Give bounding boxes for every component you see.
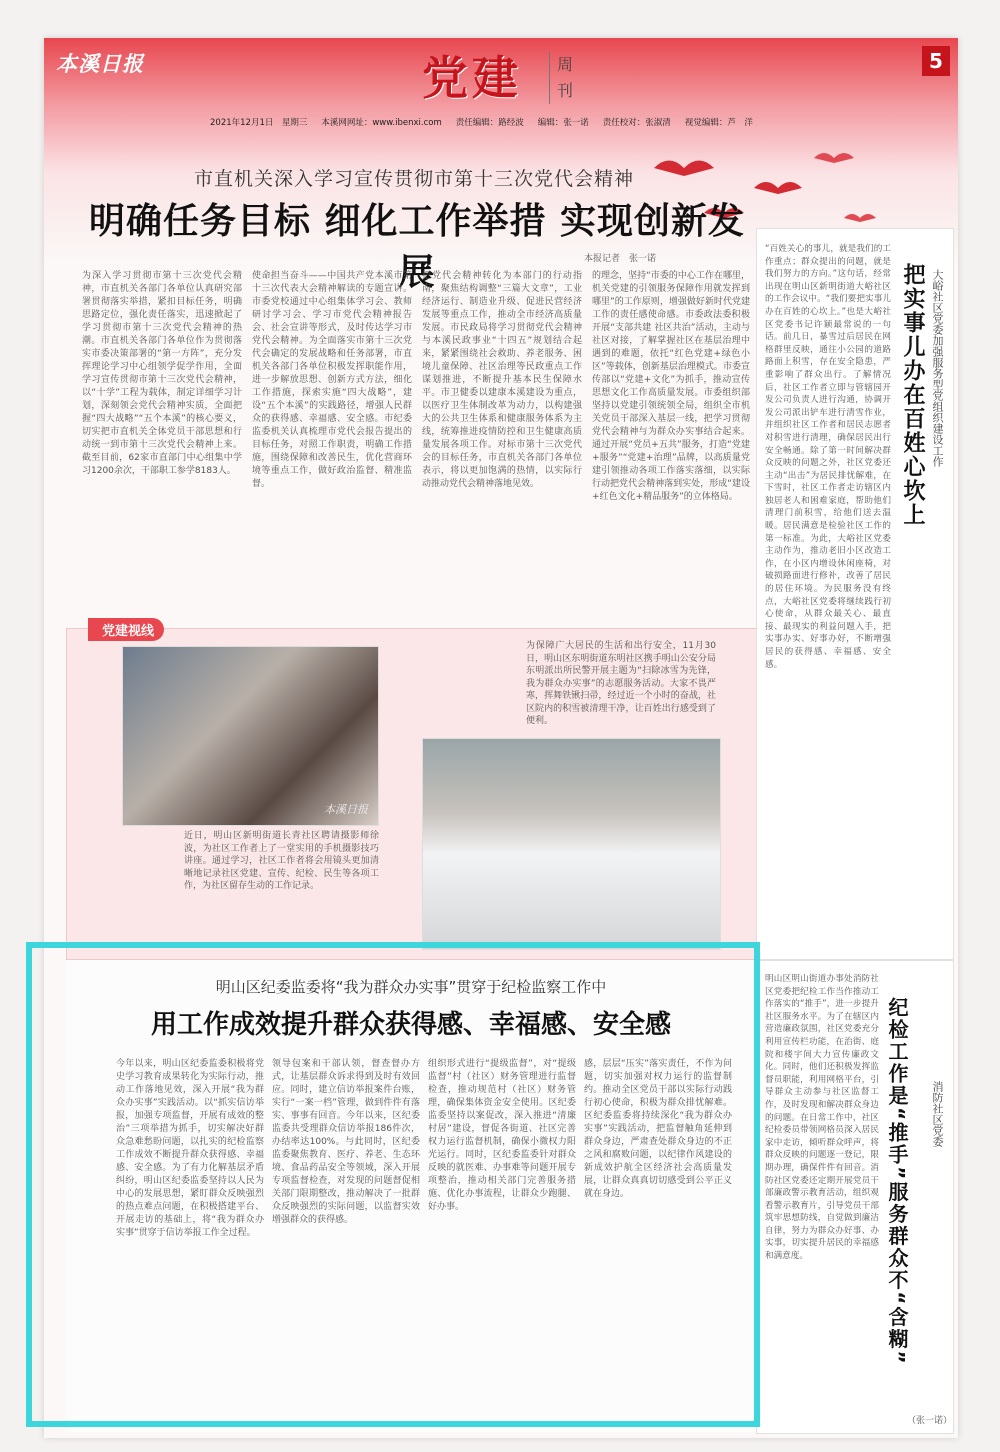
bottom-kicker: 明山区纪委监委将“我为群众办实事”贯穿于纪检监察工作中 [215,978,607,996]
bottom-column-1: 今年以来，明山区纪委监委积极将党史学习教育成果转化为实际行动，推动工作落地见效，深入开展“我为群众办实事”实践活动。以“抓实信访举报，加强专项监督，开展有成效的整治”三项举措为抓手，切实解决好群众急难愁盼问题，以扎实的纪检监察工作成效不断提升群众获得感、幸福感、安全感。为了有力化解基层矛盾纠纷，明山区纪委监委坚持以人民为中心的发展思想，紧盯群众反映强烈的热点难点问题，在积极搭建平台、开展走访的基础上，将“我为群众办实事”贯穿于信访举报工作全过程。 [116,1059,264,1238]
phone-photography-photo [122,646,379,826]
editor: 编辑：张一诺 [537,118,589,128]
website: 本溪网网址：www.ibenxi.com [321,118,442,128]
photo-feature-tag: 党建视线 [88,618,164,641]
sidebar1-headline: 把实事儿办在百姓心坎上 [900,263,925,527]
newspaper-page [44,38,958,1438]
page-number: 5 [922,46,950,76]
newspaper-brand: 本溪日报 [56,51,144,76]
lead-column-4: 的理念，坚持“市委的中心工作在哪里，机关党建的引领服务保障作用就发挥到哪里”的工作原则，增强做好新时代党建工作的责任感使命感。市委政法委积极开展“支部共建 社区共治”活动，主动与社区对接，了解掌握社区在基层治理中遇到的难题，依托“红色党建+绿色小区”等载体，创新基层治理模式。市委宣传部以“党建+文化”为抓手，推动宣传思想文化工作高质量发展。市委组织部坚持以党建引领统领全局，组织全市机关党员干部深入基层一线，把学习贯彻党代会精神与为群众办实事结合起来。通过开展“党员+五共”服务，打造“党建+服务”“党建+治理”品牌，以高质量党建引领推动各项工作落实落细，以实际行动把党代会精神落到实处，形成“建设+红色文化+精品服务”的立体格局。 [592,271,750,502]
lead-column-3: 把党代会精神转化为本部门的行动指南，聚焦结构调整“三篇大文章”，工业经济运行、制造业升级、促进民营经济发展等重点工作，推动全市经济高质量发展。市民政局将学习贯彻党代会精神与本溪民政事业“十四五”规划结合起来，紧紧围绕社会救助、养老服务、困境儿童保障、社区治理等民政重点工作谋划推进，不断提升基本民生保障水平。市卫健委以建康本溪建设为重点，以医疗卫生体制改革为动力，以构建强大的公共卫生体系和健康服务体系为主线，统筹推进疫情防控和卫生健康高质量发展各项工作。对标市第十三次党代会的目标任务，市直机关各部门各单位表示，将以更加饱满的热情，以实际行动推动党代会精神落地见效。 [422,271,582,489]
bottom-column-3: 组织形式进行“提级监督”，对“提级监督”村（社区）财务管理进行监督检查，推动规范村（社区）财务管理，确保集体资金安全使用。区纪委监委坚持以案促改，深入推进“清廉村居”建设，督促各街道、社区完善权力运行监督机制，确保小微权力阳光运行。同时，区纪委监委针对群众反映的就医难、办事难等问题开展专项整治，推动相关部门完善服务措施、优化办事流程，让群众少跑腿、好办事。 [428,1059,576,1212]
sidebar1-kicker: 大峪社区党委加强服务型党组织建设工作 [931,269,944,467]
weekly-label: 周刊 [549,52,583,104]
bottom-headline: 用工作成效提升群众获得感、幸福感、安全感 [150,1010,671,1040]
lead-headline: 明确任务目标 细化工作举措 实现创新发展 [88,201,746,293]
photo-watermark: 本溪日报 [324,803,368,816]
bottom-column-2: 领导包案和干部认领，督查督办方式，让基层群众诉求得到及时有效回应。同时，建立信访举报案件台账，实行“一案一档”管理，做到件件有落实、事事有回音。今年以来，区纪委监委共受理群众信访举报186件次，办结率达100%。与此同时，区纪委监委聚焦教育、医疗、养老、生态环境、食品药品安全等领域，深入开展专项监督检查，对发现的问题督促相关部门限期整改，推动解决了一批群众反映强烈的实际问题，以监督实效增强群众的获得感。 [272,1059,420,1225]
sidebar2-body: 明山区明山街道办事处消防社区党委把纪检工作当作推动工作落实的“推手”，进一步提升社区服务水平。为了在辖区内营造廉政氛围，社区党委充分利用宣传栏功能，在治街、庭院和楼宇间大力宣传廉政文化。同时，他们还积极发挥监督员职能，利用网格平台，引导群众主动参与社区监督工作，及时发现和解决群众身边的问题。在日常工作中，社区纪检委员带领网格员深入居民家中走访，倾听群众呼声，将群众反映的问题逐一登记，限期办理，确保件件有回音。消防社区党委还定期开展党员干部廉政警示教育活动，组织观看警示教育片，引导党员干部筑牢思想防线，自觉做到廉洁自律，努力为群众办好事、办实事，切实提升居民的幸福感和满意度。 [765,974,879,1262]
bottom-column-4: 感，层层“压实”落实责任，不作为问题，切实加强对权力运行的监督制约。推动全区党员干部以实际行动践行初心使命，积极为群众排忧解难。区纪委监委将持续深化“我为群众办实事”实践活动，把监督触角延伸到群众身边，严肃查处群众身边的不正之风和腐败问题，以纪律作风建设的新成效护航全区经济社会高质量发展，让群众真真切切感受到公平正义就在身边。 [584,1059,732,1199]
section-title: 党建 [422,51,522,105]
sidebar2-kicker: 消防社区党委 [931,1081,944,1147]
lead-kicker: 市直机关深入学习宣传贯彻市第十三次党代会精神 [193,168,634,190]
issue-info-bar [210,116,810,128]
sidebar2-signature: （张一诺） [907,1416,953,1426]
responsible-editor: 责任编辑：路经波 [455,118,524,128]
snow-clearing-photo [422,738,721,950]
sidebar1-body: “百姓关心的事儿，就是我们的工作重点；群众提出的问题，就是我们努力的方向。”这句话，经常出现在明山区新明街道大峪社区的工作会议中。“我们要把实事儿办在百姓的心坎上。”也是大峪社区党委书记许颖最常说的一句话。前几日，暴雪过后居民在网格群里反映，通往小公园的道路路面上积雪，存在安全隐患，严重影响了群众出行。了解情况后，社区工作者立即与管辖园开发公司负责人进行沟通，协调开发公司派出铲车进行清雪作业，并组织社区工作者和居民志愿者对积雪进行清理，确保居民出行安全畅通。除了第一时间解决群众反映的问题之外，社区党委还主动“出击”为居民排忧解难，在下雪时，社区工作者走访辖区内独居老人和困难家庭，帮助他们清理门前积雪，给他们送去温暖。居民满意是检验社区工作的第一标准。为此，大峪社区党委主动作为，推动老旧小区改造工作，在小区内增设休闲座椅，对破损路面进行修补，改善了居民的居住环境。为民服务没有终点，大峪社区党委将继续践行初心使命，从群众最关心、最直接、最现实的利益问题入手，把实事办实、好事办好，不断增强居民的获得感、幸福感、安全感。 [765,244,891,670]
sidebar-story-2 [756,960,954,1434]
issue-date: 2021年12月1日 星期三 [210,118,308,128]
right-photo-caption: 为保障广大居民的生活和出行安全，11月30日，明山区东明街道东明社区携手明山公安分局东明派出所民警开展主题为“扫除冰雪为先锋，我为群众办实事”的志愿服务活动。大家不畏严寒，挥舞铁锹扫帚，经过近一个小时的奋战，社区院内的积雪被清理干净，让百姓出行感受到了便利。 [526,641,716,726]
sidebar2-headline: 纪检工作是“推手”服务群众不“含糊” [885,997,909,1366]
lead-column-1: 为深入学习贯彻市第十三次党代会精神，市直机关各部门各单位认真研究部署贯彻落实举措，紧扣目标任务，明确思路定位，强化责任落实，迅速掀起了学习贯彻市第十三次党代会精神的热潮。市直机关各部门各单位作为贯彻落实市委决策部署的“第一方阵”，充分发挥理论学习中心组领学促学作用，全面学习宣传贯彻市第十三次党代会精神，以“十学”工程为载体，制定详细学习计划，深刻领会党代会精神实质，全面把握“四大战略”“五个本溪”的核心要义，切实把市直机关全体党员干部思想和行动统一到市第十三次党代会精神上来。截至目前，62家市直部门中心组集中学习1200余次，干部职工参学8183人。 [82,271,242,476]
left-photo-caption: 近日，明山区新明街道长青社区聘请摄影师徐波，为社区工作者上了一堂实用的手机摄影技巧讲座。通过学习，社区工作者将会用镜头更加清晰地记录社区党建、宣传、纪检、民生等各项工作，为社区留存生动的工作记录。 [184,831,379,891]
lead-byline: 本报记者 张一诺 [584,254,657,264]
bottom-story [66,960,756,1432]
visual-editor: 视觉编辑：芦 洋 [684,118,753,128]
proofreader: 责任校对：张淑清 [602,118,671,128]
lead-column-2: 使命担当奋斗——中国共产党本溪市第十三次代表大会精神解读的专题宣讲。市委党校通过中心组集体学习会、教师研讨学习会、学习市党代会精神报告会、社会宣讲等形式，及时传达学习市党代会精神。为全面落实市第十三次党代会确定的发展战略和任务部署，市直机关各部门各单位积极发挥职能作用，进一步解放思想、创新方式方法，细化工作措施，探索实施“四大战略”，建设“五个本溪”的实践路径，增强人民群众的获得感、幸福感、安全感。市纪委监委机关认真梳理市党代会报告提出的目标任务，对照工作职责，明确工作措施，围绕保障和改善民生，优化营商环境等重点工作，做好政治监督、精准监督。 [252,271,412,489]
sidebar-story-1 [756,228,954,960]
